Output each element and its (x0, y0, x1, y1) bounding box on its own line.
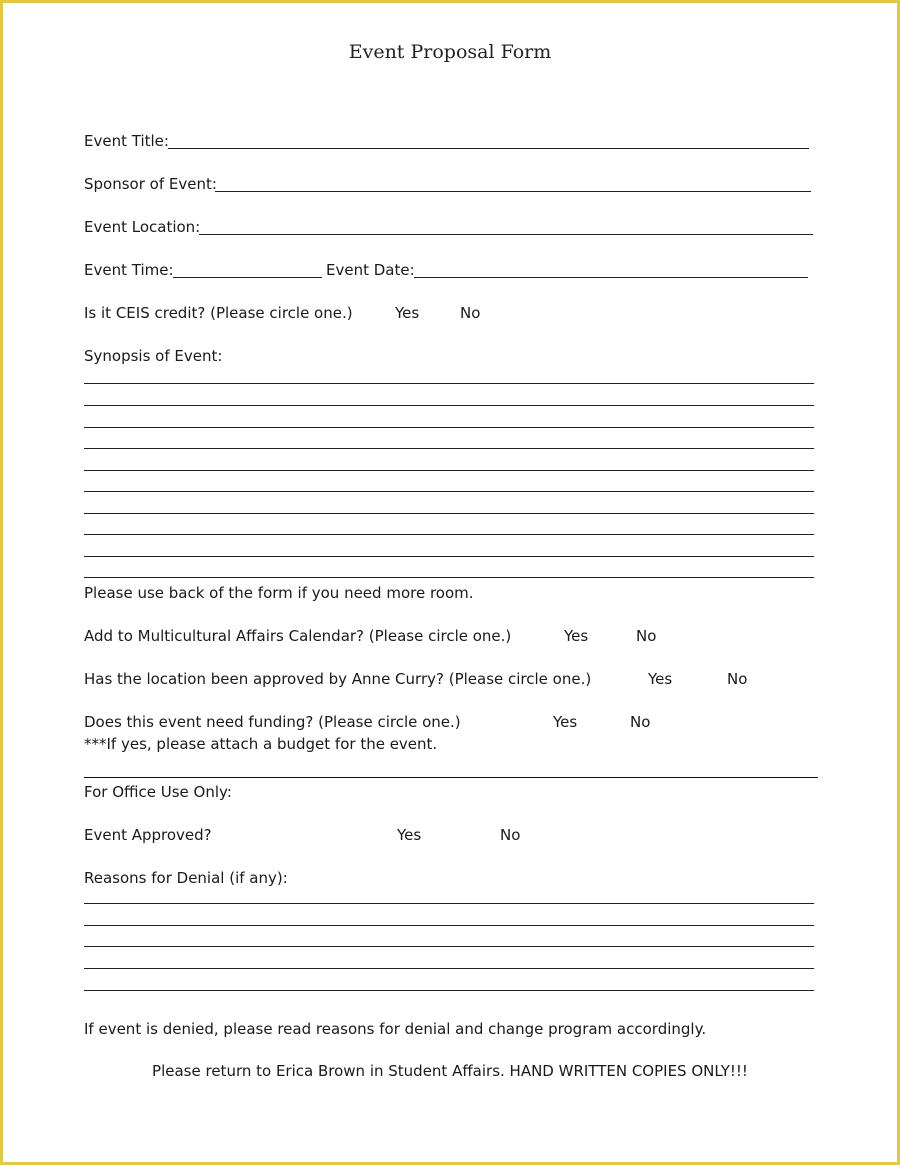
synopsis-line[interactable] (84, 470, 814, 471)
ceis-yes-option[interactable]: Yes (395, 304, 420, 322)
calendar-question: Add to Multicultural Affairs Calendar? (Please circle one.) (84, 627, 512, 645)
event-approved-no-option[interactable]: No (500, 826, 521, 844)
office-use-header: For Office Use Only: (84, 783, 232, 801)
calendar-yes-option[interactable]: Yes (564, 627, 589, 645)
ceis-question: Is it CEIS credit? (Please circle one.) (84, 304, 353, 322)
synopsis-line[interactable] (84, 405, 814, 406)
office-divider (84, 777, 818, 778)
event-time-blank[interactable] (173, 277, 322, 278)
event-title-label: Event Title: (84, 132, 169, 150)
synopsis-line[interactable] (84, 491, 814, 492)
synopsis-line[interactable] (84, 534, 814, 535)
denial-line[interactable] (84, 946, 814, 947)
event-date-label: Event Date: (326, 261, 415, 279)
funding-yes-option[interactable]: Yes (553, 713, 578, 731)
ceis-no-option[interactable]: No (460, 304, 481, 322)
location-label: Event Location: (84, 218, 201, 236)
form-title: Event Proposal Form (348, 41, 552, 63)
denied-note: If event is denied, please read reasons for denial and change program accordingly. (84, 1020, 707, 1038)
denial-reasons-label: Reasons for Denial (if any): (84, 869, 288, 887)
denial-line[interactable] (84, 903, 814, 904)
denial-line[interactable] (84, 990, 814, 991)
synopsis-note: Please use back of the form if you need more room. (84, 584, 474, 602)
denial-line[interactable] (84, 968, 814, 969)
approval-yes-option[interactable]: Yes (648, 670, 673, 688)
event-approved-label: Event Approved? (84, 826, 212, 844)
funding-question: Does this event need funding? (Please circle one.) (84, 713, 461, 731)
event-title-blank[interactable] (168, 148, 809, 149)
sponsor-blank[interactable] (215, 191, 811, 192)
approval-question: Has the location been approved by Anne Curry? (Please circle one.) (84, 670, 592, 688)
event-approved-yes-option[interactable]: Yes (397, 826, 422, 844)
approval-no-option[interactable]: No (727, 670, 748, 688)
event-time-label: Event Time: (84, 261, 174, 279)
synopsis-line[interactable] (84, 448, 814, 449)
return-note: Please return to Erica Brown in Student Affairs. HAND WRITTEN COPIES ONLY!!! (152, 1062, 748, 1080)
location-blank[interactable] (199, 234, 813, 235)
synopsis-line[interactable] (84, 383, 814, 384)
sponsor-label: Sponsor of Event: (84, 175, 217, 193)
synopsis-line[interactable] (84, 427, 814, 428)
funding-note: ***If yes, please attach a budget for the event. (84, 735, 438, 753)
denial-line[interactable] (84, 925, 814, 926)
calendar-no-option[interactable]: No (636, 627, 657, 645)
synopsis-label: Synopsis of Event: (84, 347, 223, 365)
synopsis-line[interactable] (84, 513, 814, 514)
event-date-blank[interactable] (414, 277, 808, 278)
synopsis-line[interactable] (84, 556, 814, 557)
funding-no-option[interactable]: No (630, 713, 651, 731)
synopsis-line[interactable] (84, 577, 814, 578)
